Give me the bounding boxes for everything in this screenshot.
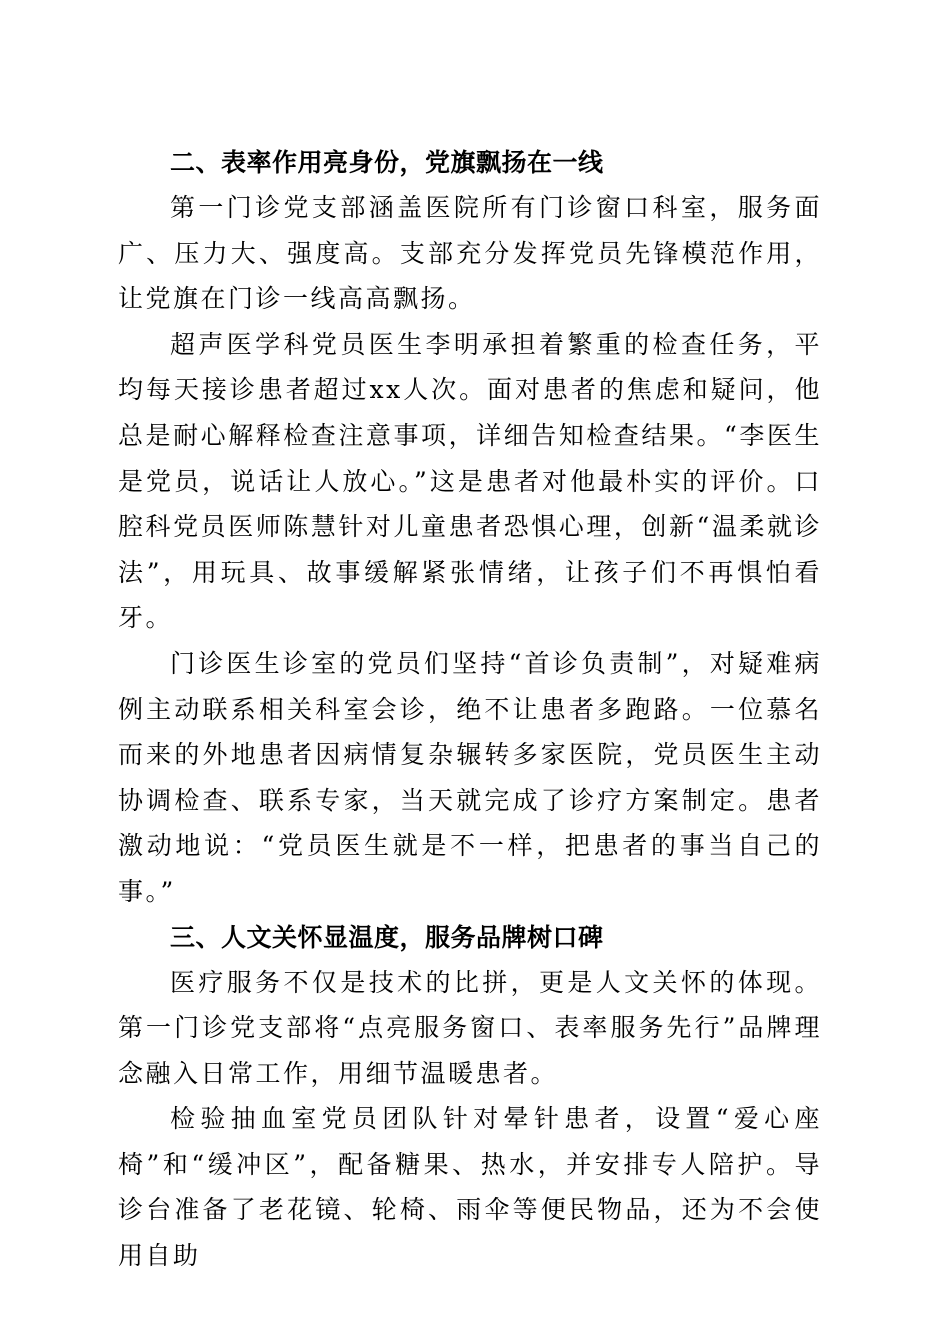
section-heading-2: 二、表率作用亮身份，党旗飘扬在一线 [170, 148, 604, 177]
paragraph-5: 检验抽血室党员团队针对晕针患者，设置“爱心座椅”和“缓冲区”，配备糖果、热水，并安排专人陪护。导诊台准备了老花镜、轮椅、雨伞等便民物品，还为不会使用自助 [118, 1104, 822, 1271]
document-body [118, 140, 822, 1279]
paragraph-4: 医疗服务不仅是技术的比拼，更是人文关怀的体现。第一门诊党支部将“点亮服务窗口、表率服务先行”品牌理念融入日常工作，用细节温暖患者。 [118, 967, 822, 1088]
section-heading-3: 三、人文关怀显温度，服务品牌树口碑 [170, 922, 604, 952]
paragraph-3: 门诊医生诊室的党员们坚持“首诊负责制”，对疑难病例主动联系相关科室会诊，绝不让患者多跑路。一位慕名而来的外地患者因病情复杂辗转多家医院，党员医生主动协调检查、联系专家，当天就完成了诊疗方案制定。患者激动地说：“党员医生就是不一样，把患者的事当自己的事。” [118, 648, 822, 906]
paragraph-2: 超声医学科党员医生李明承担着繁重的检查任务，平均每天接诊患者超过xx人次。面对患者的焦虑和疑问，他总是耐心解释检查注意事项，详细告知检查结果。“李医生是党员，说话让人放心。”这是患者对他最朴实的评价。口腔科党员医师陈慧针对儿童患者恐惧心理，创新“温柔就诊法”，用玩具、故事缓解紧张情绪，让孩子们不再惧怕看牙。 [118, 329, 822, 633]
paragraph-1: 第一门诊党支部涵盖医院所有门诊窗口科室，服务面广、压力大、强度高。支部充分发挥党员先锋模范作用，让党旗在门诊一线高高飘扬。 [118, 193, 822, 314]
